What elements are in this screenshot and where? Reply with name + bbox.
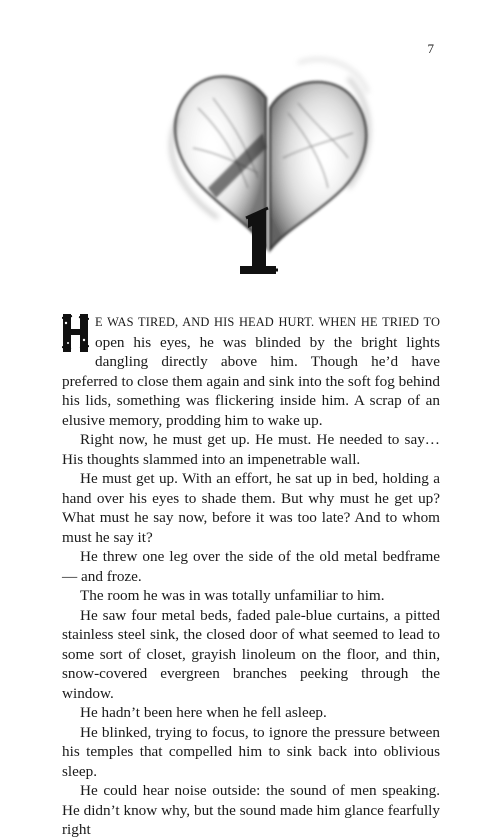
paragraph: He saw four metal beds, faded pale-blue curtains, a pitted stainless steel sink, the closed door of what seemed to lead to some sort of closet, grayish linoleum on the floor, and thin, snow-covered evergreen branches peeking through the window. [62,606,440,702]
paragraph: He must get up. With an effort, he sat up in bed, holding a hand over his eyes to shade them. But why must he get up? What must he say now, before it was too late? And to whom must he say it? [62,470,440,546]
paragraph: He threw one leg over the side of the old metal bedframe — and froze. [62,548,440,585]
opening-paragraph-text: open his eyes, he was blinded by the bright lights dangling directly above him. Though he’d have preferred to close them again and sink into the soft fog behind his lids, something was flickering inside him. A scrap of an elusive memory, prodding him to wake up. [62,333,440,429]
chapter-body-text [62,312,440,840]
opening-smallcaps-line: E WAS TIRED, AND HIS HEAD HURT. WHEN HE TRIED TO [95,315,440,329]
chapter-heart-illustration [148,38,388,278]
drop-cap-glyph [62,313,89,353]
paragraph: Right now, he must get up. He must. He needed to say… His thoughts slammed into an impenetrable wall. [62,431,440,468]
paragraph: The room he was in was totally unfamiliar to him. [80,587,385,604]
paragraph: He could hear noise outside: the sound of men speaking. He didn’t know why, but the sound made him glance fearfully right [62,782,440,838]
page-number: 7 [427,41,434,56]
opening-paragraph [62,312,440,430]
paragraph: He hadn’t been here when he fell asleep. [80,704,327,721]
paragraph: He blinked, trying to focus, to ignore the pressure between his temples that compelled him to sink back into oblivious sleep. [62,723,440,780]
